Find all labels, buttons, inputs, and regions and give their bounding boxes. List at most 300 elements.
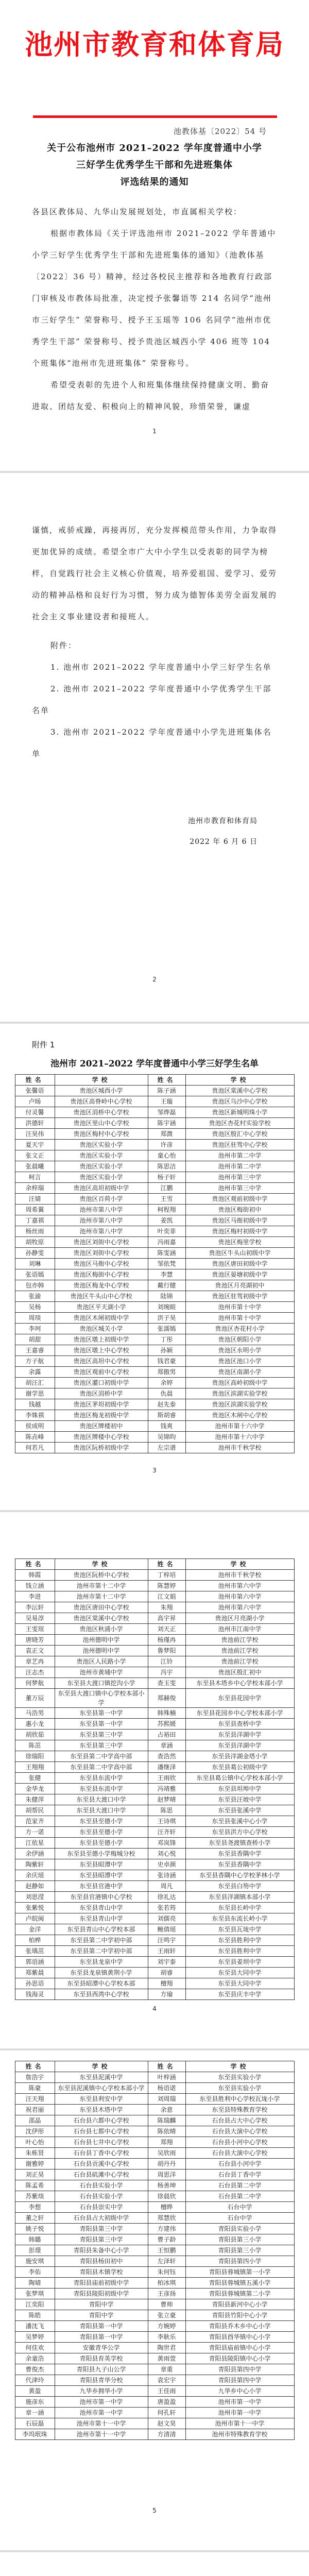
school-cell: 石台县丁香中心学校 [55,2148,148,2159]
student-name-cell: 陈慧婷 [148,1581,185,1591]
school-cell: 贵池区牛头山初级中学 [185,1248,294,1259]
student-name-cell: 张瑀茁 [15,1946,55,1957]
student-name-cell: 姜凯 [148,1215,185,1226]
school-cell: 东至县特殊教育学校 [185,2105,294,2115]
student-name-cell: 张濡嫣 [148,1324,185,1334]
student-name-cell: 陈子涵 [148,1086,185,1096]
school-cell: 东至县尧渡镇查桥小学 [185,1838,294,1849]
student-name-cell: 王诗琪 [148,1816,185,1827]
table-row [15,2170,294,2180]
school-cell: 东至县葛公初级中学 [185,1762,294,1773]
school-cell: 池州市第二中学 [185,1161,294,1172]
school-cell: 贵池前江学校 [185,1646,294,1656]
school-cell: 东至县利安中学 [55,2094,148,2105]
table-row [15,2343,294,2353]
student-name-cell: 赵文昊 [148,2418,185,2429]
student-name-cell: 金洋 [15,1924,55,1935]
student-name-cell: 何佳欢 [15,2343,55,2353]
student-name-cell: 曹帅 [148,2299,185,2310]
attachment-label: 附件 1 [32,1040,55,1049]
school-cell: 东至县胜利中学 [185,1935,294,1946]
honor-table [15,2061,295,2440]
student-name-cell: 史卓颜 [148,1859,185,1870]
table-row [15,1591,294,1602]
student-name-cell: 郑紫晨 [15,1968,55,1978]
school-cell: 贵池区实验小学 [55,1161,148,1172]
student-name-cell: 陆锦 [148,1291,185,1302]
school-cell: 东至县汪坡中学 [185,1794,294,1805]
student-name-cell: 施安琪 [15,2256,55,2267]
list-title: 池州市 2021–2022 学年度普通中小学三好学生名单 [50,1059,259,1069]
student-name-cell: 杨善坤 [148,2180,185,2191]
table-row [15,1635,294,1646]
school-cell: 石台县大演中心学校 [185,2126,294,2137]
school-cell: 贵池区唐田中心学校 [55,1602,148,1613]
student-name-cell: 孙静雯 [15,1248,55,1259]
school-cell: 石台县小河中学 [185,2159,294,2170]
student-name-cell: 方清清 [148,2429,185,2440]
student-name-cell: 余婷 [148,1378,185,1388]
school-cell: 青阳县九子山公学 [55,2364,148,2375]
student-name-cell: 韩霞 [15,1570,55,1581]
attachment-item[interactable]: 3. 池州市 2021–2022 学年度普通中小学先进班集体名单 [32,727,272,758]
student-name-cell: 陈孟希 [15,2180,55,2191]
school-cell: 贵池区杏花村小学 [185,1324,294,1334]
student-name-cell: 章重 [148,2364,185,2375]
student-name-cell: 包亦韩 [15,1280,55,1291]
school-cell: 石台县崇实中学 [55,2202,148,2213]
student-name-cell: 苏熙媛 [148,1719,185,1730]
page-5 [0,2050,309,2550]
table-row [15,1762,294,1773]
school-cell: 东至县香隅中学 [185,1859,294,1870]
school-cell: 贵池区秋浦小学 [55,1624,148,1635]
school-cell: 贵池前江学校 [185,1656,294,1667]
school-cell: 池州市第一中学 [185,2397,294,2408]
student-name-cell: 胡甜 [15,1334,55,1345]
student-name-cell: 孙颖 [148,1345,185,1356]
school-cell: 石台县第二中学 [185,2191,294,2202]
school-cell: 青阳县第一中学 [55,2332,148,2343]
school-cell: 东至县香隅中心学校茅林小学 [185,1870,294,1881]
school-cell: 贵池区南湖小学 [185,1367,294,1378]
school-cell: 东至县官港中学 [55,1881,148,1892]
table-row [15,2429,294,2440]
school-cell: 池州市第三中学 [185,1183,294,1194]
school-cell: 贵池区平天湖小学 [55,1302,148,1313]
school-cell: 东至县木塔乡中心学校本部小学 [185,1678,294,1689]
table-row [15,1259,294,1269]
school-cell: 贵池区滨湖实验学校 [185,1388,294,1399]
table-row [15,1129,294,1140]
school-cell: 贵池区高岭初级中学 [185,1378,294,1388]
table-row [15,1794,294,1805]
school-cell: 池州市第十一中学 [55,2418,148,2429]
school-cell: 贵池区牌楼初中 [55,1421,148,1432]
student-name-cell: 余庆瑶 [15,1870,55,1881]
table-row [15,1751,294,1762]
attachment-item[interactable]: 2. 池州市 2021–2022 学年度普通中小学优秀学生干部名单 [32,684,272,715]
school-cell: 青阳县第三小学 [185,2245,294,2256]
student-name-cell: 张渝 [15,1291,55,1302]
student-name-cell: 施彦东 [15,2397,55,2408]
student-name-cell: 祝君丽 [15,2105,55,2115]
table-row [15,2148,294,2159]
student-name-cell: 姚子悦 [15,2224,55,2234]
school-cell: 池州市江南中学 [185,1624,294,1635]
table-row [15,2234,294,2245]
table-row [15,1935,294,1946]
school-cell: 石台县占大初级中学 [55,2213,148,2224]
school-cell: 池州市第十一中学 [185,2418,294,2429]
school-cell: 贵池区棠溪中心学校 [185,1086,294,1096]
student-name-cell: 方一诺 [15,1827,55,1838]
school-cell: 贵池区观前中心学校 [55,1367,148,1378]
table-row [15,1581,294,1591]
column-header-name: 姓名 [148,1075,185,1086]
student-name-cell: 洪子昊 [148,1313,185,1324]
school-cell: 东至县至德小学 [55,1827,148,1838]
table-row [15,1367,294,1378]
student-name-cell: 张梦琪 [15,2289,55,2299]
school-cell: 东至县葛公镇中心学校本部小学 [185,1773,294,1784]
column-header-name: 姓名 [15,2061,55,2072]
school-cell: 青阳中学 [55,2299,148,2310]
table-row [15,1172,294,1183]
school-cell: 青阳县陵阳镇中心小学 [185,2353,294,2364]
table-row [15,2267,294,2278]
student-name-cell: 苏紫琰 [15,2191,55,2202]
school-cell: 青阳中学 [55,2310,148,2321]
school-cell: 贵池区驻驾中心学校 [185,1140,294,1150]
student-name-cell: 钱爽 [148,1421,185,1432]
school-cell: 石台县六都中心学校 [55,2115,148,2126]
date: 2022 年 6 月 6 日 [190,838,258,846]
student-name-cell: 金华龙 [15,1784,55,1794]
school-cell: 贵池区高坦中心学校 [55,1356,148,1367]
student-name-cell: 章一涵 [15,2408,55,2418]
column-header-name: 姓名 [15,1559,55,1570]
student-name-cell: 李慧 [148,1269,185,1280]
school-cell: 贵池区梅村中心学校 [55,1129,148,1140]
student-name-cell: 惠小龙 [15,1719,55,1730]
honor-table [15,1074,295,1453]
school-cell: 东至县第三中学 [55,1740,148,1751]
school-cell: 石台县贡溪中心学校 [55,2159,148,2170]
school-cell: 贵池区木闸中心学校 [185,1410,294,1421]
student-name-cell: 陈依晴 [148,2126,185,2137]
school-cell: 贵池区马衙中心学校 [55,1259,148,1269]
student-name-cell: 李进 [15,1591,55,1602]
student-name-cell: 王翔翔 [15,1762,55,1773]
student-name-cell: 邹依梵 [148,1259,185,1269]
student-name-cell: 查浩然 [148,1751,185,1762]
student-name-cell: 郭语涵 [15,1957,55,1968]
table-row [15,1602,294,1613]
school-cell: 贵池区实验小学 [55,1150,148,1161]
student-name-cell: 李姝祺 [15,1410,55,1421]
student-name-cell: 董之轩 [15,2213,55,2224]
school-cell: 贵池区梅街中心学校 [55,1269,148,1280]
student-name-cell: 郑慧欣 [148,2213,185,2224]
school-cell: 青阳县乔木乡中心小学 [185,2321,294,2332]
table-row [15,1399,294,1410]
school-cell: 池州市千秋学校 [185,1570,294,1581]
school-cell: 贵池区百荷小学 [55,1194,148,1205]
school-cell: 青阳县第一中学 [55,2321,148,2332]
school-cell: 青阳县庙前初级中学 [55,2278,148,2289]
school-cell: 贵池区墩上初级中学 [55,1334,148,1345]
student-name-cell: 李沄轩 [15,1602,55,1613]
page-number: 1 [152,428,157,435]
school-cell: 东至县第三中学 [55,1730,148,1740]
student-name-cell: 李珂 [15,1324,55,1334]
student-name-cell: 徐礼达 [148,1892,185,1903]
school-cell: 贵池区梅街初中 [185,1205,294,1215]
student-name-cell: 郑赫俊 [148,1689,185,1708]
table-row [15,1881,294,1892]
school-cell: 池州市第一中学 [55,2408,148,2418]
table-row [15,1205,294,1215]
table-row [15,1432,294,1443]
table-row [15,2353,294,2364]
student-name-cell: 许彦 [148,1140,185,1150]
school-cell: 青阳县青华分校 [55,2375,148,2386]
student-name-cell: 陈思 [148,1805,185,1816]
student-name-cell: 江文娟 [148,1591,185,1602]
school-cell: 贵池区朝阳小学 [185,1334,294,1345]
school-cell: 青阳县第三小学 [185,2234,294,2245]
student-name-cell: 占裕田 [148,1730,185,1740]
school-cell: 池州市第十二中学 [55,1581,148,1591]
school-cell: 石台中学 [185,2213,294,2224]
table-row [15,1345,294,1356]
school-cell: 贵池区涓桥中心学校 [55,1107,148,1118]
attachment-item[interactable]: 1. 池州市 2021–2022 学年度普通中小学三好学生名单 [50,663,272,672]
student-name-cell: 韩璐 [15,2234,55,2245]
table-row [15,2310,294,2321]
student-name-cell: 彭璟 [15,2245,55,2256]
student-name-cell: 左宗谱 [148,1443,185,1453]
school-cell: 青阳县木镇学校 [55,2267,148,2278]
student-name-cell: 鲁梦阳 [148,1646,185,1656]
student-name-cell: 陶世君 [148,2343,185,2353]
student-name-cell: 赵静如 [15,1881,55,1892]
student-name-cell: 陈垚峰 [15,1432,55,1443]
school-cell: 东至县实验小学 [185,2072,294,2083]
school-cell: 安徽青华公学 [55,2343,148,2353]
school-cell: 池州市第六中学 [185,1581,294,1591]
student-name-cell: 刘琬暄 [148,1302,185,1313]
school-cell: 东至县实验小学 [185,2083,294,2094]
student-name-cell: 汪齐轩 [148,1827,185,1838]
table-row [15,2418,294,2429]
student-name-cell: 代津玲 [15,2375,55,2386]
student-name-cell: 李坞珉珠 [15,2429,55,2440]
table-row [15,1816,294,1827]
table-row [15,1968,294,1978]
school-cell: 池州市第二中学 [185,1150,294,1161]
student-name-cell: 王嘉睿 [15,1345,55,1356]
school-cell: 池州市特殊教育学校 [185,2429,294,2440]
student-name-cell: 斯胡睿 [148,1410,185,1421]
student-name-cell: 张语嫣 [15,1269,55,1280]
table-row [15,1719,294,1730]
student-name-cell: 汪昊伟 [15,1129,55,1140]
school-cell: 石台县七都中心学校 [55,2126,148,2137]
student-name-cell: 吴杨 [15,1302,55,1313]
table-row [15,1667,294,1678]
school-cell: 东至县第一中学 [55,1708,148,1719]
school-cell: 东至县东流中学 [55,1773,148,1784]
student-name-cell: 李想 [15,2202,55,2213]
student-name-cell: 高宇昇 [148,1613,185,1624]
school-cell: 贵池区牛头山中心学校 [55,1291,148,1302]
masthead: 池州市教育和体育局 [25,28,284,61]
school-cell: 贵池区池口小学 [185,1356,294,1367]
student-name-cell: 汪婧 [15,1194,55,1205]
red-divider [33,115,277,118]
page-number: 3 [152,1467,157,1474]
table-row [15,1946,294,1957]
table-row [15,1356,294,1367]
student-name-cell: 吴易淳 [15,1613,55,1624]
table-row [15,1924,294,1935]
student-name-cell: 邵晶 [15,2115,55,2126]
school-cell: 东至县洋湖中学 [185,1730,294,1740]
table-row [15,2299,294,2310]
student-name-cell: 陈皓 [15,2310,55,2321]
school-cell: 青阳县第三中学 [55,2224,148,2234]
student-name-cell: 张健 [15,1773,55,1784]
student-name-cell: 潘继泽 [148,1762,185,1773]
student-name-cell: 杨丝雨 [15,1226,55,1237]
table-row [15,2137,294,2148]
school-cell: 贵池区刘街中心学校 [55,1248,148,1259]
school-cell: 池州市第一中学 [185,2408,294,2418]
school-cell: 东至县龙泉中学 [55,1957,148,1968]
column-header-school: 学校 [185,2061,294,2072]
school-cell: 东至县泥溪镇中心学校本部小学 [55,2083,148,2094]
student-name-cell: 吴欣雨 [148,2148,185,2159]
school-cell: 贵池区殷汇中心学校 [185,1129,294,1140]
school-cell: 池州市第十二中学 [55,1591,148,1602]
table-row [15,1957,294,1968]
student-name-cell: 鲍倩瑶 [148,1924,185,1935]
column-header-name: 姓名 [148,2061,185,2072]
student-name-cell: 赵梦晴 [148,1794,185,1805]
student-name-cell: 陶婧 [15,2278,55,2289]
school-cell: 东至县花园中学 [185,1689,294,1708]
school-cell: 贵池区新城明珠小学 [185,1107,294,1118]
student-name-cell: 胡欣茹 [15,1730,55,1740]
document-number: 池教体基〔2022〕54 号 [173,127,267,136]
column-header-school: 学校 [55,1075,148,1086]
table-row [15,2105,294,2115]
school-cell: 贵池区刘街中心学校 [55,1237,148,1248]
student-name-cell: 黄雨萱 [148,2353,185,2364]
school-cell: 青阳县朱备中心小学 [55,2245,148,2256]
student-name-cell: 范家齐 [15,1816,55,1827]
student-name-cell: 付灵馨 [15,1107,55,1118]
table-row [15,2202,294,2213]
student-name-cell: 朱健萍 [15,1794,55,1805]
school-cell: 东至县昭潭中学 [55,1870,148,1881]
student-name-cell: 刘宇泰 [148,1957,185,1968]
student-name-cell: 陶紫轩 [15,1859,55,1870]
school-cell: 贵池区驻驾初级中学 [185,1291,294,1302]
school-cell: 贵池区高坦初级中学 [55,1183,148,1194]
school-cell: 贵池区唐田初级中学 [185,1259,294,1269]
table-row [15,1740,294,1751]
school-cell: 东至县东流中学 [55,1784,148,1794]
school-cell: 东至县木塔中学 [55,2105,148,2115]
school-cell: 九华乡中心小学 [185,2386,294,2397]
student-name-cell: 张馨语 [15,1086,55,1096]
table-row [15,1388,294,1399]
student-name-cell: 王佳雨 [148,2386,185,2397]
student-name-cell: 潘沈飞 [15,2321,55,2332]
table-row [15,1870,294,1881]
student-name-cell: 卢旸 [15,1096,55,1107]
column-header-school: 学校 [185,1559,294,1570]
student-name-cell: 张紫悦 [15,1903,55,1913]
page-4 [0,1512,309,2048]
student-name-cell: 邓岚锋 [148,1838,185,1849]
student-name-cell: 张文正 [15,1150,55,1161]
student-name-cell: 刘思滢 [15,1892,55,1903]
school-cell: 青阳县第四中学 [185,2364,294,2375]
student-name-cell: 李佑 [15,2267,55,2278]
student-name-cell: 徐瑞阳 [15,1751,55,1762]
student-name-cell: 丁彤 [148,1334,185,1345]
student-name-cell: 冯宇 [148,1667,185,1678]
school-cell: 贵池区实验小学 [55,1172,148,1183]
student-name-cell: 何梦航 [15,1678,55,1689]
student-name-cell: 谢雅婷 [15,2159,55,2170]
table-row [15,1678,294,1689]
student-name-cell: 胡丹丹 [148,2159,185,2170]
table-row [15,1443,294,1453]
school-cell: 石台县占大中心学校 [185,2115,294,2126]
student-name-cell: 左泽轩 [148,2256,185,2267]
column-header-school: 学校 [55,1559,148,1570]
column-header-name: 姓名 [15,1075,55,1086]
student-name-cell: 朱翔 [148,1602,185,1613]
student-name-cell: 戴行健 [148,1280,185,1291]
school-cell: 贵池前江学校 [185,1635,294,1646]
student-name-cell: 陈雯涵 [148,1248,185,1259]
school-cell: 青阳县第四小学 [185,2256,294,2267]
student-name-cell: 刘天正 [148,1624,185,1635]
school-cell: 青阳县第三中学 [55,2234,148,2245]
school-cell: 池州市第三中学 [185,1172,294,1183]
school-cell: 东至县张溪中学 [185,1805,294,1816]
student-name-cell: 仇晨 [148,1388,185,1399]
student-name-cell: 赵先泰 [148,1399,185,1410]
student-name-cell: 丁嘉祺 [15,1215,55,1226]
school-cell: 贵池区城西小学 [55,1086,148,1096]
school-cell: 贵池区滨湖实验学校 [185,1399,294,1410]
student-name-cell: 胡帮民 [15,1805,55,1816]
student-name-cell: 韩殊楠 [148,1708,185,1719]
table-row [15,1302,294,1313]
table-row [15,1291,294,1302]
table-row [15,1570,294,1581]
attachments-label: 附件： [50,641,77,650]
student-name-cell: 曹俊杰 [15,2364,55,2375]
student-name-cell: 马浩男 [15,1708,55,1719]
